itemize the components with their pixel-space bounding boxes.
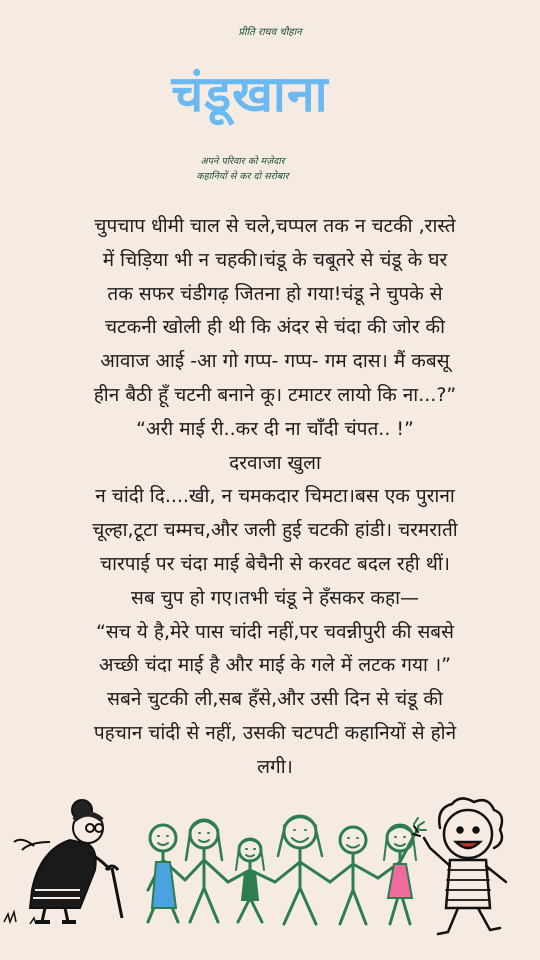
story-line: चारपाई पर चंदा माई बेचैनी से करवट बदल रही थीं। xyxy=(100,552,450,575)
grandmother-figure xyxy=(4,800,122,924)
tagline-line: अपने परिवार को मज़ेदार xyxy=(200,156,285,167)
story-line: चुपचाप धीमी चाल से चले,चप्पल तक न चटकी ,रास्ते xyxy=(94,215,456,237)
story-line: अच्छी चंदा माई है और माई के गले में लटक गया ।” xyxy=(98,654,452,677)
story-line: चूल्हा,टूटा चम्मच,और जली हुई चटकी हांडी। चरमराती xyxy=(92,519,458,542)
page-title: चंडूखाना xyxy=(171,65,329,123)
waving-boy-figure xyxy=(413,798,506,934)
story-line: सब चुप हो गए।तभी चंडू ने हँसकर कहा— xyxy=(130,586,420,609)
story-line: “सच ये है,मेरे पास चांदी नहीं,पर चवन्नीपुरी की सबसे xyxy=(96,620,454,643)
tagline-line: कहानियों से कर दो सरोबार xyxy=(196,171,289,182)
story-line: न चांदी दि....खी, न चमकदार चिमटा।बस एक पुराना xyxy=(95,485,455,508)
story-text xyxy=(40,210,510,785)
family-illustration xyxy=(0,790,540,960)
stick-figures-group xyxy=(148,816,426,924)
story-line: “अरी माई री..कर दी ना चाँँदी चंपत.. !” xyxy=(136,417,414,440)
story-line: आवाज आई -आ गो गप्प- गप्प- गम दास। मैं कबसू xyxy=(100,350,450,373)
story-line: लगी। xyxy=(257,755,293,778)
story-line: हीन बैठी हूँ चटनी बनाने कू। टमाटर लायो कि ना...?” xyxy=(93,383,457,406)
story-line: चटकनी खोली ही थी कि अंदर से चंदा की जोर की xyxy=(104,316,446,339)
author-name: प्रीति राघव चौहान xyxy=(238,27,302,38)
story-line: में चिड़िया भी न चहकी।चंडू के चबूतरे से चंडू के घर xyxy=(102,248,448,271)
story-line: सबने चुटकी ली,सब हँसे,और उसी दिन से चंडू की xyxy=(107,688,443,711)
story-line: तक सफर चंडीगढ़ जितना हो गया!चंडू ने चुपके से xyxy=(107,282,443,305)
tagline xyxy=(0,154,485,184)
story-line: पहचान चांदी से नहीं, उसकी चटपटी कहानियों से होने xyxy=(93,721,457,744)
story-line: दरवाजा खुला xyxy=(229,451,321,474)
